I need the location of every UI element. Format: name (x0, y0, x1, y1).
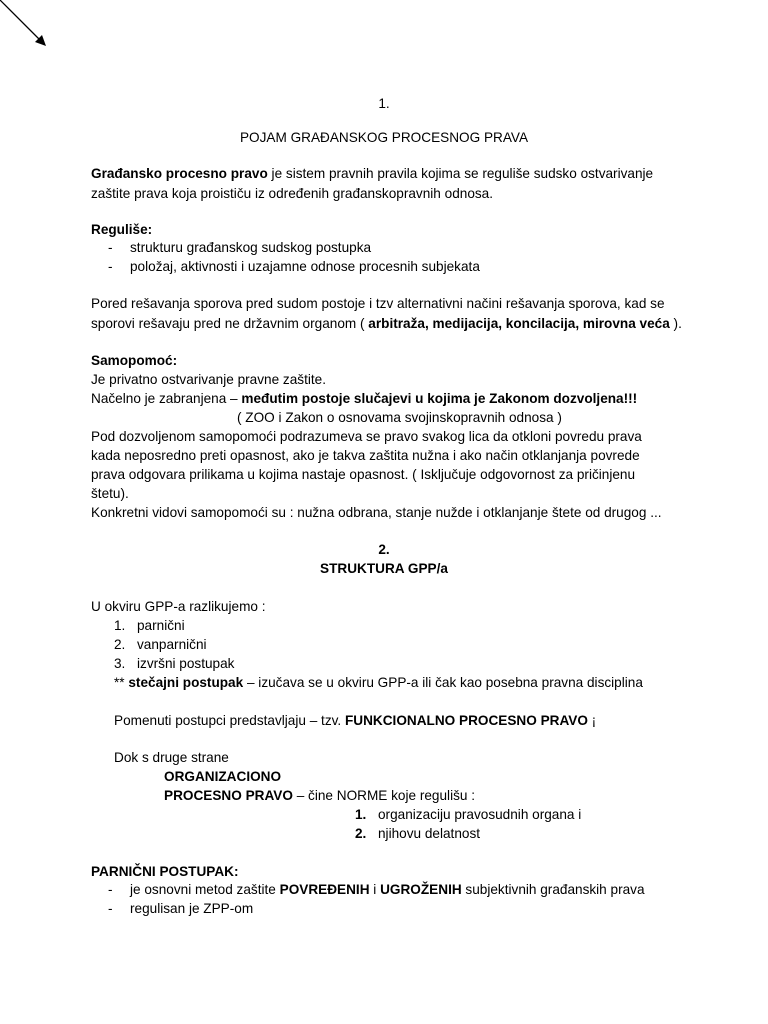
list-number: 2. (114, 637, 126, 652)
item-term: UGROŽENIH (380, 882, 462, 897)
alternative-line-2 (91, 314, 682, 333)
section-number-1: 1. (378, 96, 390, 111)
list-item (108, 899, 253, 918)
list-item-label: organizaciju pravosudnih organa i (378, 807, 582, 822)
bullet-dash: - (108, 240, 113, 255)
list-item (114, 635, 207, 654)
section-title-1: POJAM GRAĐANSKOG PROCESNOG PRAVA (239, 130, 529, 145)
samopomoc-heading: Samopomoć: (91, 353, 178, 368)
funkcionalno-line (114, 711, 596, 730)
samopomoc-line-1: Je privatno ostvarivanje pravne zaštite. (91, 372, 326, 387)
list-item-label: vanparnični (137, 637, 207, 652)
list-number: 1. (114, 618, 126, 633)
alternative-line-1: Pored rešavanja sporova pred sudom postoje i tzv alternativni načini rešavanja sporova, kad se (91, 296, 665, 311)
samopomoc-reference: ( ZOO i Zakon o osnovama svojinskopravnih odnosa ) (237, 410, 562, 425)
procesno-pravo-text: – čine NORME koje regulišu : (292, 788, 475, 803)
list-item-label: regulisan je ZPP-om (130, 901, 254, 916)
list-item (108, 238, 371, 257)
note-term: stečajni postupak (128, 675, 244, 690)
section-title-2: STRUKTURA GPP/a (320, 561, 448, 576)
procesno-pravo-term: PROCESNO PRAVO (164, 788, 293, 803)
bullet-dash: - (108, 882, 113, 897)
list-item-label (130, 882, 645, 897)
note-prefix: ** (114, 675, 129, 690)
list-number: 1. (355, 807, 367, 822)
definition-term: Građansko procesno pravo (91, 166, 268, 181)
paragraph-line: štetu). (91, 486, 129, 501)
definition-line-2: zaštite prava koja proističu iz određenih građanskopravnih odnosa. (91, 186, 494, 201)
paragraph-line: prava odgovara prilikama u kojima nastaje opasnost. ( Isključuje odgovornost za pričinjenu (91, 467, 636, 482)
funkcionalno-text: Pomenuti postupci predstavljaju – tzv. (114, 713, 345, 728)
paragraph-line: Pod dozvoljenom samopomoći podrazumeva se pravo svakog lica da otkloni povredu prava (91, 429, 642, 444)
corner-arrow-icon (0, 0, 60, 60)
bullet-dash: - (108, 259, 113, 274)
funkcionalno-term: FUNKCIONALNO PROCESNO PRAVO (344, 713, 588, 728)
list-item (114, 654, 234, 673)
organizaciono-term: ORGANIZACIONO (164, 769, 282, 784)
funkcionalno-end: ¡ (587, 713, 597, 728)
definition-line-1 (91, 164, 653, 183)
list-item-label: njihovu delatnost (378, 826, 481, 841)
definition-text: je sistem pravnih pravila kojima se reguliše sudsko ostvarivanje (267, 166, 654, 181)
item-text: je osnovni metod zaštite (130, 882, 280, 897)
list-item (108, 257, 480, 276)
samopomoc-emphasis: međutim postoje slučajevi u kojima je Zakonom dozvoljena!!! (241, 391, 638, 406)
item-text: subjektivnih građanskih prava (461, 882, 645, 897)
list-item-label: položaj, aktivnosti i uzajamne odnose procesnih subjekata (130, 259, 480, 274)
alternative-methods: arbitraža, medijacija, koncilacija, mirovna veća (368, 316, 670, 331)
dok-line: Dok s druge strane (114, 750, 229, 765)
paragraph-line: kada neposredno preti opasnost, ako je takva zaštita nužna i ako način otklanjanja povrede (91, 448, 640, 463)
samopomoc-text: Načelno je zabranjena – (91, 391, 242, 406)
list-item (355, 824, 480, 843)
list-item (355, 805, 581, 824)
structure-intro: U okviru GPP-a razlikujemo : (91, 599, 266, 614)
alternative-text: sporovi rešavaju pred ne državnim organom ( (91, 316, 369, 331)
list-number: 3. (114, 656, 126, 671)
item-text: i (369, 882, 381, 897)
samopomoc-line-2 (91, 389, 637, 408)
samopomoc-types: Konkretni vidovi samopomoći su : nužna odbrana, stanje nužde i otklanjanje štete od drugog ... (91, 505, 662, 520)
list-number: 2. (355, 826, 367, 841)
list-item (114, 616, 185, 635)
procesno-pravo-line (164, 786, 475, 805)
regulise-heading: Reguliše: (91, 222, 153, 237)
bullet-dash: - (108, 901, 113, 916)
list-item-label: izvršni postupak (137, 656, 235, 671)
note-text: – izučava se u okviru GPP-a ili čak kao posebna pravna disciplina (243, 675, 643, 690)
list-item (108, 880, 645, 899)
alternative-end: ). (669, 316, 682, 331)
list-item-label: strukturu građanskog sudskog postupka (130, 240, 372, 255)
parnicni-heading: PARNIČNI POSTUPAK: (91, 864, 239, 879)
list-item-label: parnični (137, 618, 185, 633)
stecajni-note (114, 673, 643, 692)
item-term: POVREĐENIH (279, 882, 370, 897)
section-number-2: 2. (378, 542, 390, 557)
